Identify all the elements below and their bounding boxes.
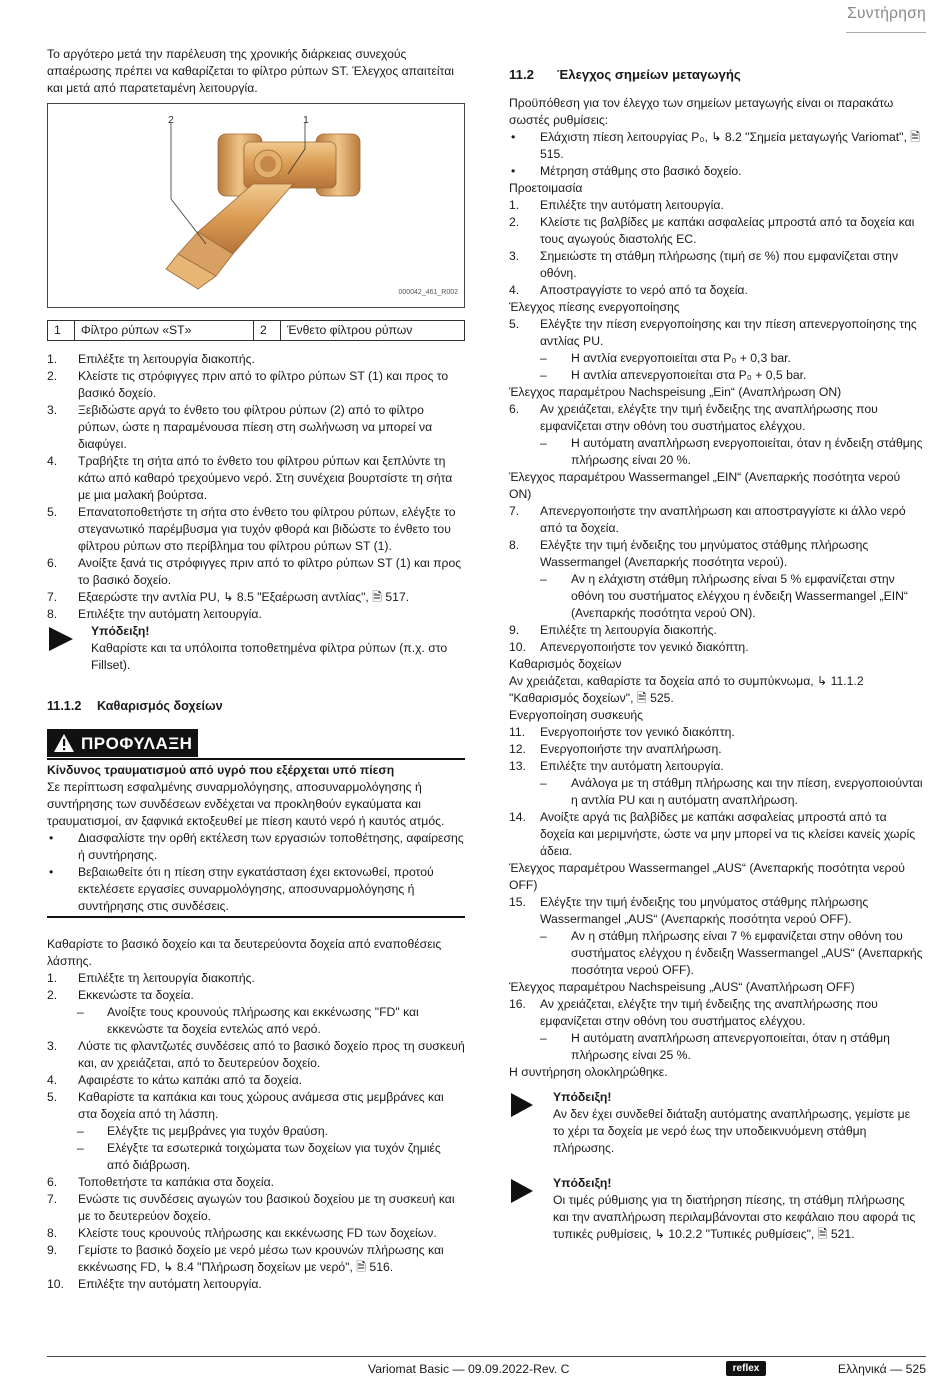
list-item: 4. Αποστραγγίστε το νερό από τα δοχεία.: [509, 283, 748, 297]
sub-list-item: – Ελέγξτε τις μεμβράνες για τυχόν θραύση.: [77, 1124, 329, 1138]
brand-logo: reflex: [726, 1361, 766, 1376]
list-item: 11. Ενεργοποιήστε τον γενικό διακόπτη.: [509, 725, 735, 739]
hint-arrow-icon: [511, 1093, 533, 1117]
list-item: 4. Τραβήξτε τη σήτα από το ένθετο του φίλτρου ρύπων και ξεπλύντε τη κάτω από καθαρό τρεχούμενο νερό. Στη συνέχεια βουρτσίστε τη σήτα με μια μαλακή βούρτσα.: [47, 454, 453, 502]
sub-list-item: – Ανάλογα με τη στάθμη πλήρωσης και την πίεση, ενεργοποιούνται η αντλία PU και η αυτόματη αναπλήρωση.: [540, 776, 923, 807]
legend-num-1: 1: [48, 321, 75, 341]
subheading: Έλεγχος παραμέτρου Wassermangel „EIN“ (Ανεπαρκής ποσότητα νερού ON): [509, 470, 901, 501]
clean-intro: Καθαρίστε το βασικό δοχείο και τα δευτερεύοντα δοχεία από εναποθέσεις λάσπης.: [47, 937, 442, 968]
figure-code: 000042_461_R002: [398, 289, 458, 296]
figure-label-2: 2: [168, 114, 174, 126]
list-item: 14. Ανοίξτε αργά τις βαλβίδες με καπάκι ασφαλείας μπροστά από τα δοχεία και μεριμνήστε, ώστε να μην μπορεί να τις κλείσει κανείς χωρίς άδεια.: [509, 810, 916, 858]
legend-text-1: Φίλτρο ρύπων «ST»: [75, 321, 254, 341]
warning-icon: [53, 733, 75, 753]
list-item: 6. Τοποθετήστε τα καπάκια στα δοχεία.: [47, 1175, 275, 1189]
subheading: Ενεργοποίηση συσκευής: [509, 708, 644, 722]
list-item: 10. Επιλέξτε την αυτόματη λειτουργία.: [47, 1277, 262, 1291]
caution-heading: Κίνδυνος τραυματισμού από υγρό που εξέρχεται υπό πίεση: [47, 763, 395, 777]
list-item: 3. Λύστε τις φλαντζωτές συνδέσεις από το βασικό δοχείο προς τη συσκευή και, αν χρειάζεται, από το δευτερεύον δοχείο.: [47, 1039, 465, 1070]
section-title: Συντήρηση: [847, 5, 926, 22]
hint-arrow-icon: [511, 1179, 533, 1203]
list-item: 16. Αν χρειάζεται, ελέγξτε την τιμή ένδειξης της αναπλήρωσης που εμφανίζεται στην οθόνη του συστήματος ελέγχου.: [509, 997, 878, 1028]
list-item: 2. Κλείστε τις στρόφιγγες πριν από το φίλτρο ρύπων ST (1) και προς το βασικό δοχείο.: [47, 369, 449, 400]
right-intro: Προϋπόθεση για τον έλεγχο των σημείων μεταγωγής είναι οι παρακάτω σωστές ρυθμίσεις:: [509, 96, 894, 127]
list-item: 9. Γεμίστε το βασικό δοχείο με νερό μέσω των κρουνών πλήρωσης και εκκένωσης FD, ↳ 8.4 "Πλήρωση δοχείων με νερό", 🗎 516.: [47, 1243, 444, 1274]
hint-title: Υπόδειξη!: [553, 1176, 612, 1190]
list-item: 8. Ελέγξτε την τιμή ένδειξης του μηνύματος στάθμης πλήρωσης Wassermangel (Ανεπαρκής ποσότητα νερού).: [509, 538, 869, 569]
right-column: [509, 56, 923, 1243]
footer-document: Variomat Basic — 09.09.2022-Rev. C: [368, 1362, 570, 1376]
left-column: [47, 46, 465, 1293]
list-item: • Βεβαιωθείτε ότι η πίεση στην εγκατάσταση έχει εκτονωθεί, προτού εκτελέσετε εργασίες συναρμολόγησης, αποσυναρμολόγησης ή συντήρησης στις συνδέσεις.: [49, 865, 434, 913]
caution-box: [47, 762, 465, 918]
legend-text-2: Ένθετο φίλτρου ρύπων: [281, 321, 465, 341]
list-item: 5. Επανατοποθετήστε τη σήτα στο ένθετο του φίλτρου ρύπων, ελέγξτε το στεγανωτικό παρέμβυσμα για τυχόν φθορά και βιδώστε το ένθετο του φίλτρου ρύπων στο περίβλημα του φίλτρου ρύπων ST (1).: [47, 505, 456, 553]
sub-list-item: – Αν η ελάχιστη στάθμη πλήρωσης είναι 5 % εμφανίζεται στην οθόνη του συστήματος ελέγχου η ένδειξη Wassermangel „EIN“ (Ανεπαρκής ποσότητα νερού ON).: [540, 572, 908, 620]
list-item: 5. Ελέγξτε την πίεση ενεργοποίησης και την πίεση απενεργοποίησης της αντλίας PU.: [509, 317, 917, 348]
caution-rule: [47, 758, 465, 760]
list-item: • Διασφαλίστε την ορθή εκτέλεση των εργασιών τοποθέτησης, αφαίρεσης ή συντήρησης.: [49, 831, 464, 862]
intro-text: Το αργότερο μετά την παρέλευση της χρονικής διάρκειας συνεχούς απαέρωσης πρέπει να καθαρίζεται το φίλτρο ρύπων ST. Έλεγχος απαιτείται και μετά από παρατεταμένη λειτουργία.: [47, 47, 454, 95]
sub-list-item: – Η αυτόματη αναπλήρωση ενεργοποιείται, όταν η ένδειξη στάθμης πλήρωσης είναι 20 %.: [540, 436, 923, 467]
hint-box: [509, 1089, 923, 1157]
list-item: 8. Κλείστε τους κρουνούς πλήρωσης και εκκένωσης FD των δοχείων.: [47, 1226, 437, 1240]
legend-num-2: 2: [254, 321, 281, 341]
sub-list-item: – Η αυτόματη αναπλήρωση απενεργοποιείται, όταν η στάθμη πλήρωσης είναι 25 %.: [540, 1031, 890, 1062]
filter-figure: [47, 103, 465, 308]
subheading: Έλεγχος πίεσης ενεργοποίησης: [509, 300, 680, 314]
section-title-right: Έλεγχος σημείων μεταγωγής: [557, 67, 741, 82]
hint-title: Υπόδειξη!: [553, 1090, 612, 1104]
list-item: 9. Επιλέξτε τη λειτουργία διακοπής.: [509, 623, 717, 637]
figure-legend-table: [47, 320, 465, 341]
list-item: 2. Εκκενώστε τα δοχεία.: [47, 988, 194, 1002]
list-item: 1. Επιλέξτε την αυτόματη λειτουργία.: [509, 198, 724, 212]
list-item: 2. Κλείστε τις βαλβίδες με καπάκι ασφαλείας μπροστά από τα δοχεία και τους αγωγούς διαστολής EC.: [509, 215, 915, 246]
sub-list-item: – Η αντλία απενεργοποιείται στα P₀ + 0,5 bar.: [540, 368, 807, 382]
hint-title: Υπόδειξη!: [91, 624, 150, 638]
footer-page: Ελληνικά — 525: [837, 1362, 926, 1376]
list-item: 6. Ανοίξτε ξανά τις στρόφιγγες πριν από το φίλτρο ρύπων ST (1) και προς το βασικό δοχείο.: [47, 556, 462, 587]
subheading: Έλεγχος παραμέτρου Wassermangel „AUS“ (Ανεπαρκής ποσότητα νερού OFF): [509, 861, 905, 892]
footer-rule: [47, 1356, 926, 1357]
list-item: 1. Επιλέξτε τη λειτουργία διακοπής.: [47, 352, 255, 366]
sub-list-item: – Η αντλία ενεργοποιείται στα P₀ + 0,3 bar.: [540, 351, 791, 365]
list-item: 3. Σημειώστε τη στάθμη πλήρωσης (τιμή σε %) που εμφανίζεται στην οθόνη.: [509, 249, 899, 280]
list-item: 13. Επιλέξτε την αυτόματη λειτουργία.: [509, 759, 724, 773]
subheading: Καθαρισμός δοχείων: [509, 657, 622, 671]
list-item: 7. Ενώστε τις συνδέσεις αγωγών του βασικού δοχείου με τη συσκευή και με το δευτερεύον δοχείο.: [47, 1192, 455, 1223]
hint-text: Οι τιμές ρύθμισης για τη διατήρηση πίεσης, τη στάθμη πλήρωσης και την αναπλήρωση περιλαμβάνονται στο κεφάλαιο που αφορά τις τυπικές ρυθμίσεις, ↳ 10.2.2 "Τυπικές ρυθμίσεις", 🗎 521.: [553, 1193, 916, 1241]
list-item: • Μέτρηση στάθμης στο βασικό δοχείο.: [511, 164, 742, 178]
list-item: 6. Αν χρειάζεται, ελέγξτε την τιμή ένδειξης της αναπλήρωσης που εμφανίζεται στην οθόνη του συστήματος ελέγχου.: [509, 402, 878, 433]
section-number: 11.2: [509, 67, 534, 82]
hint-box: [47, 623, 465, 674]
section-heading: 11.1.2 Καθαρισμός δοχείων: [47, 699, 223, 713]
hint-text: Αν δεν έχει συνδεθεί διάταξη αυτόματης αναπλήρωσης, γεμίστε με το χέρι τα δοχεία με νερό έως την υποδεικνυόμενη στάθμη πλήρωσης.: [553, 1107, 911, 1155]
list-item: 10. Απενεργοποιήστε τον γενικό διακόπτη.: [509, 640, 749, 654]
list-item: 3. Ξεβιδώστε αργά το ένθετο του φίλτρου ρύπων (2) από το φίλτρο ρύπων, ώστε η παραμένουσα πίεση στη σωλήνωση να μπορεί να διαφύγει.: [47, 403, 433, 451]
list-item: 8. Επιλέξτε την αυτόματη λειτουργία.: [47, 607, 262, 621]
sub-list-item: – Αν η στάθμη πλήρωσης είναι 7 % εμφανίζεται στην οθόνη του συστήματος ελέγχου η ένδειξη Wassermangel „AUS“ (Ανεπαρκής ποσότητα νερού OFF).: [540, 929, 923, 977]
list-item: 7. Εξαερώστε την αντλία PU, ↳ 8.5 "Εξαέρωση αντλίας", 🗎 517.: [47, 590, 410, 604]
list-item: 15. Ελέγξτε την τιμή ένδειξης του μηνύματος στάθμης πλήρωσης Wassermangel „AUS“ (Ανεπαρκής ποσότητα νερού OFF).: [509, 895, 869, 926]
subheading: Έλεγχος παραμέτρου Nachspeisung „Ein“ (Αναπλήρωση ON): [509, 385, 842, 399]
list-item: 1. Επιλέξτε τη λειτουργία διακοπής.: [47, 971, 255, 985]
hint-arrow-icon: [49, 627, 73, 651]
list-item: 5. Καθαρίστε τα καπάκια και τους χώρους ανάμεσα στις μεμβράνες και στα δοχεία από τη λάσπη.: [47, 1090, 444, 1121]
list-item: 12. Ενεργοποιήστε την αναπλήρωση.: [509, 742, 722, 756]
filter-steps: [47, 351, 465, 623]
clean-text: Αν χρειάζεται, καθαρίστε τα δοχεία από το συμπύκνωμα, ↳ 11.1.2 "Καθαρισμός δοχείων", 🗎 525.: [509, 674, 864, 705]
sub-list-item: – Ελέγξτε τα εσωτερικά τοιχώματα των δοχείων για τυχόν ζημιές από διάβρωση.: [77, 1141, 441, 1172]
sub-list-item: – Ανοίξτε τους κρουνούς πλήρωσης και εκκένωσης "FD" και εκκενώστε τα δοχεία εντελώς από νερό.: [77, 1005, 419, 1036]
figure-label-1: 1: [303, 114, 309, 126]
hint-box: [509, 1175, 923, 1243]
caution-text: Σε περίπτωση εσφαλμένης συναρμολόγησης, αποσυναρμολόγησης ή συντήρησης των συνδέσεων ενδέχεται να προκληθούν εγκαύματα και τραυματισμοί, αν ξαφνικά εκτοξευθεί με πίεση καυτό νερό ή καυτός ατμός.: [47, 780, 445, 828]
hint-text: Καθαρίστε και τα υπόλοιπα τοποθετημένα φίλτρα ρύπων (π.χ. στο Fillset).: [91, 641, 448, 672]
completion-text: Η συντήρηση ολοκληρώθηκε.: [509, 1065, 668, 1079]
list-item: • Ελάχιστη πίεση λειτουργίας P₀, ↳ 8.2 "Σημεία μεταγωγής Variomat", 🗎 515.: [511, 130, 921, 161]
list-item: 4. Αφαιρέστε το κάτω καπάκι από τα δοχεία.: [47, 1073, 303, 1087]
header-rule: [846, 32, 926, 33]
subheading: Έλεγχος παραμέτρου Nachspeisung „AUS“ (Αναπλήρωση OFF): [509, 980, 855, 994]
subheading: Προετοιμασία: [509, 181, 583, 195]
list-item: 7. Απενεργοποιήστε την αναπλήρωση και αποστραγγίστε κι άλλο νερό από τα δοχεία.: [509, 504, 906, 535]
clean-steps: [47, 970, 465, 1293]
dirt-filter-illustration: [48, 104, 464, 307]
caution-badge: ΠΡΟΦΥΛΑΞΗ: [47, 729, 198, 757]
